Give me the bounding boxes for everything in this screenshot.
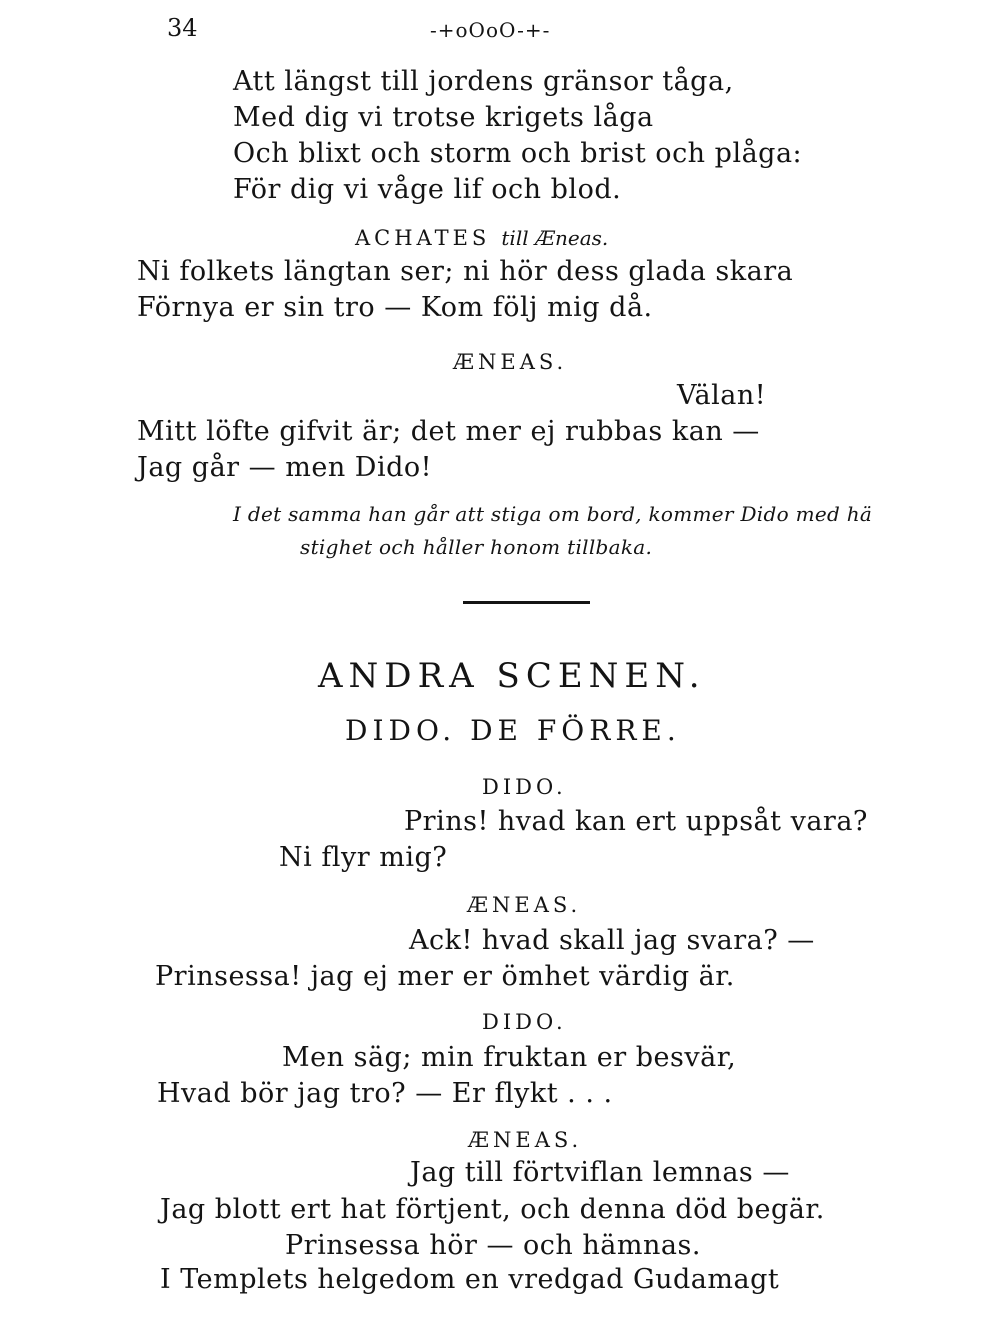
speaker-name: ACHATES — [355, 226, 491, 250]
speaker-name: ÆNEAS. — [468, 1128, 583, 1152]
verse-line: Välan! — [677, 380, 767, 411]
stage-direction: I det samma han går att stiga om bord, kommer Dido med hä — [233, 502, 873, 526]
verse-line: Jag till förtviflan lemnas — — [410, 1157, 790, 1188]
verse-line: Ni flyr mig? — [279, 842, 448, 873]
page-number: 34 — [167, 14, 198, 42]
verse-line: Och blixt och storm och brist och plåga: — [233, 138, 803, 169]
scene-title: ANDRA SCENEN. — [318, 656, 706, 696]
verse-line: Ni folkets längtan ser; ni hör dess glada skara — [137, 256, 794, 287]
verse-line: Jag går — men Dido! — [137, 452, 432, 483]
verse-line: Jag blott ert hat förtjent, och denna död begär. — [160, 1194, 825, 1225]
verse-line: Mitt löfte gifvit är; det mer ej rubbas kan — — [137, 416, 760, 447]
verse-line: I Templets helgedom en vredgad Gudamagt — [160, 1264, 780, 1295]
verse-line: Prinsessa! jag ej mer er ömhet värdig är. — [155, 961, 735, 992]
verse-line: Förnya er sin tro — Kom följ mig då. — [137, 292, 653, 323]
speaker-name: ÆNEAS. — [453, 350, 568, 374]
verse-line: För dig vi våge lif och blod. — [233, 174, 622, 205]
speaker-name: DIDO. — [482, 775, 567, 799]
stage-direction: stighet och håller honom tillbaka. — [300, 535, 653, 559]
speaker-heading — [355, 226, 608, 250]
scene-cast: DIDO. DE FÖRRE. — [345, 714, 681, 747]
verse-line: Att längst till jordens gränsor tåga, — [233, 66, 734, 97]
verse-line: Prins! hvad kan ert uppsåt vara? — [404, 806, 868, 837]
verse-line: Hvad bör jag tro? — Er flykt . . . — [157, 1078, 613, 1109]
verse-line: Prinsessa hör — och hämnas. — [285, 1230, 701, 1261]
speaker-name: ÆNEAS. — [467, 893, 582, 917]
ornament-header: -+oOoO-+- — [430, 18, 551, 42]
verse-line: Men säg; min fruktan er besvär, — [282, 1042, 737, 1073]
section-divider — [463, 601, 590, 604]
verse-line: Med dig vi trotse krigets låga — [233, 102, 654, 133]
verse-line: Ack! hvad skall jag svara? — — [409, 925, 815, 956]
speaker-addressee: till Æneas. — [501, 226, 609, 250]
speaker-name: DIDO. — [482, 1010, 567, 1034]
